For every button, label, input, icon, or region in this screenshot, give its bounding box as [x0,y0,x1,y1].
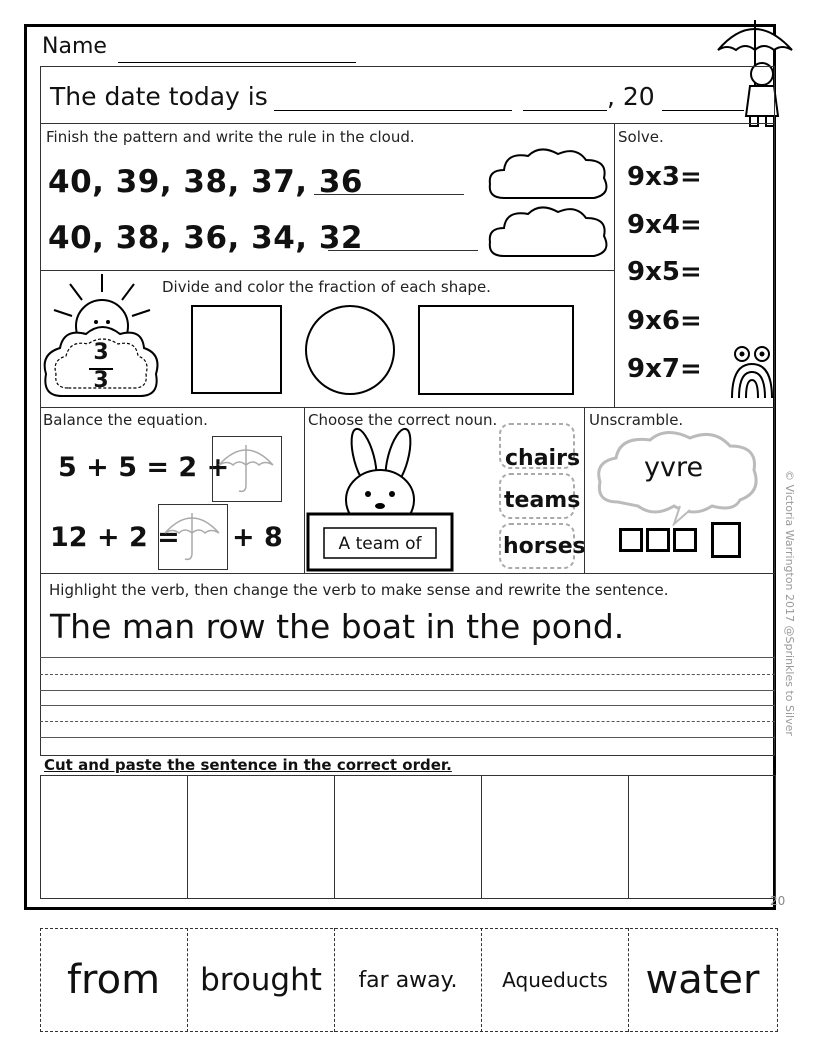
cutout-word-text: water [645,957,760,1003]
writing-line-1-bottom[interactable] [40,690,775,691]
verb-sentence: The man row the boat in the pond. [50,607,625,646]
noun-option-teams[interactable]: teams [504,488,581,513]
fraction-circle[interactable] [305,305,395,395]
date-line-day[interactable] [274,110,512,111]
writing-line-1-top[interactable] [40,657,775,658]
pattern-answer-line-1[interactable] [314,194,464,195]
writing-line-2-mid [40,721,775,722]
copyright-text: © Victoria Warrington 2017 @Sprinkles to Silver [783,470,796,736]
umbrella-icon [213,437,279,499]
pattern-answer-line-2[interactable] [328,250,478,251]
cutout-word-aqueducts[interactable] [482,928,629,1032]
date-year-prefix: , 20 [607,82,655,111]
noun-label: Choose the correct noun. [308,411,498,429]
writing-line-2-top[interactable] [40,705,775,706]
date-label: The date today is [50,82,268,111]
solve-problem-4: 9x6= [627,306,702,336]
noun-option-chairs[interactable]: chairs [505,446,581,471]
paste-slot-1[interactable] [40,775,188,899]
letter-box-4[interactable] [711,522,741,558]
noun-sign-text: A team of [338,534,422,554]
name-label: Name [42,34,107,59]
balance-label: Balance the equation. [43,411,208,429]
fraction-rectangle[interactable] [418,305,574,395]
balance-equation-2-right: + 8 [232,522,283,553]
letter-box-2[interactable] [646,528,670,552]
paste-slot-3[interactable] [335,775,482,899]
letter-box-3[interactable] [673,528,697,552]
letter-box-1[interactable] [619,528,643,552]
cutout-word-far-away[interactable] [335,928,482,1032]
cutout-word-from[interactable] [40,928,188,1032]
pattern-instruction: Finish the pattern and write the rule in the cloud. [46,128,415,146]
cutout-word-brought[interactable] [188,928,335,1032]
rule-cloud-1[interactable] [484,146,614,208]
paste-slot-5[interactable] [629,775,776,899]
pattern-row-1: 40, 39, 38, 37, 36 [48,164,363,200]
fraction-numerator: 3 [93,340,109,365]
rule-cloud-2[interactable] [484,204,614,266]
noun-option-horses[interactable]: horses [503,534,586,559]
solve-label: Solve. [618,128,664,146]
fraction-square[interactable] [191,305,282,394]
date-line-year[interactable] [662,110,744,111]
fraction-instruction: Divide and color the fraction of each shape. [162,278,491,296]
cutout-word-text: Aqueducts [502,968,608,992]
fraction-denominator: 3 [93,368,109,393]
balance-equation-1: 5 + 5 = 2 + [58,452,230,483]
umbrella-icon [159,505,225,567]
scrambled-word: yvre [644,452,704,483]
balance-answer-box-2[interactable] [158,504,228,570]
verb-instruction: Highlight the verb, then change the verb to make sense and rewrite the sentence. [49,581,669,599]
solve-problem-3: 9x5= [627,257,702,287]
balance-equation-2: 12 + 2 = [50,522,180,553]
writing-line-2-bottom[interactable] [40,737,775,738]
solve-problem-5: 9x7= [627,354,702,384]
paste-slot-4[interactable] [482,775,629,899]
verb-section [40,573,775,756]
solve-problem-1: 9x3= [627,162,702,192]
page-number: 20 [770,894,786,908]
cutpaste-instruction: Cut and paste the sentence in the correct order. [44,756,452,774]
cutout-word-text: far away. [358,967,458,993]
paste-slot-2[interactable] [188,775,335,899]
solve-problem-2: 9x4= [627,210,702,240]
cutout-word-text: brought [200,962,322,998]
date-line-month[interactable] [523,110,607,111]
cutout-word-water[interactable] [629,928,776,1032]
copyright-vertical [782,470,796,770]
name-line[interactable] [118,62,356,63]
pattern-row-2: 40, 38, 36, 34, 32 [48,220,363,256]
unscramble-label: Unscramble. [589,411,684,429]
balance-answer-box-1[interactable] [212,436,282,502]
rainbow-monster-clipart [728,342,776,408]
writing-line-1-mid [40,674,775,675]
cutout-word-text: from [66,957,161,1003]
